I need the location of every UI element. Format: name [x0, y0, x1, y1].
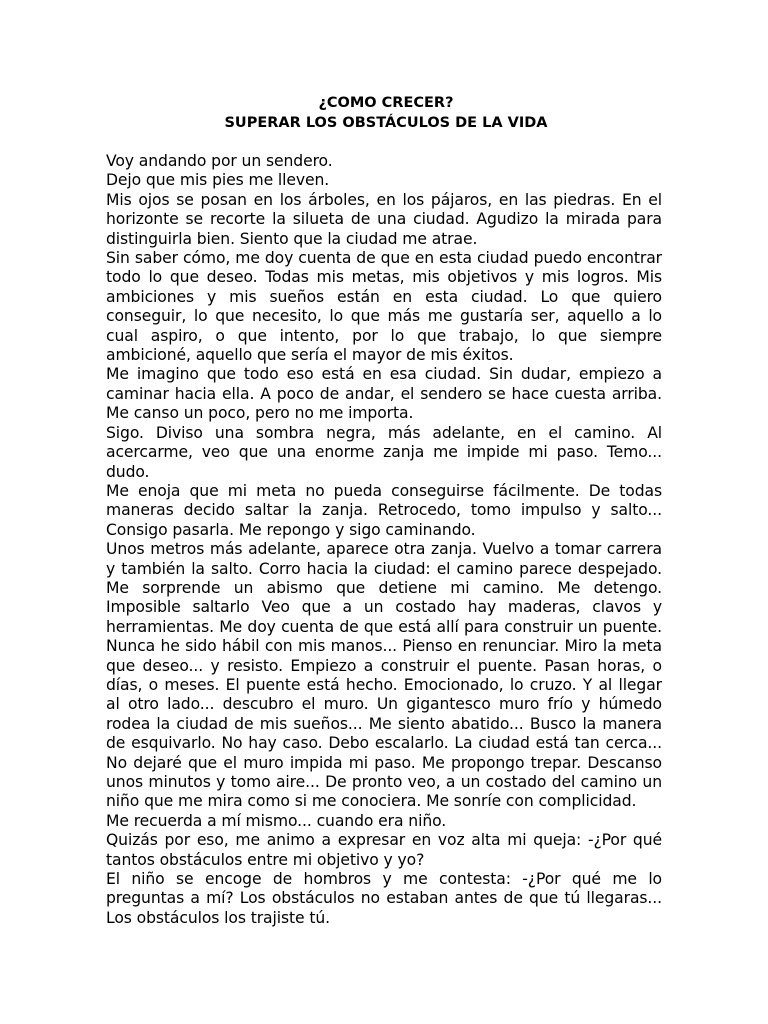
paragraph: Sigo. Diviso una sombra negra, más adelante, en el camino. Al acercarme, veo que una enorme zanja me impide mi paso. Temo... dudo.	[106, 423, 662, 481]
paragraph: Me imagino que todo eso está en esa ciudad. Sin dudar, empiezo a caminar hacia ella. A poco de andar, el sendero se hace cuesta arriba. Me canso un poco, pero no me importa.	[106, 365, 662, 423]
paragraph: Unos metros más adelante, aparece otra zanja. Vuelvo a tomar carrera y también la salto. Corro hacia la ciudad: el camino parece despejado. Me sorprende un abismo que detiene mi camino. Me detengo. Imposible saltarlo Veo que a un costado hay maderas, clavos y herramientas. Me doy cuenta de que está allí para construir un puente. Nunca he sido hábil con mis manos... Pienso en renunciar. Miro la meta que deseo... y resisto. Empiezo a construir el puente. Pasan horas, o días, o meses. El puente está hecho. Emocionado, lo cruzo. Y al llegar al otro lado... descubro el muro. Un gigantesco muro frío y húmedo rodea la ciudad de mis sueños... Me siento abatido... Busco la manera de esquivarlo. No hay caso. Debo escalarlo. La ciudad está tan cerca... No dejaré que el muro impida mi paso. Me propongo trepar. Descanso unos minutos y tomo aire... De pronto veo, a un costado del camino un niño que me mira como si me conociera. Me sonríe con complicidad.	[106, 540, 662, 811]
paragraph: El niño se encoge de hombros y me contesta: -¿Por qué me lo preguntas a mí? Los obstáculos no estaban antes de que tú llegaras... Los obstáculos los trajiste tú.	[106, 870, 662, 927]
document-body	[106, 152, 662, 928]
paragraph: Dejo que mis pies me lleven.	[106, 171, 330, 190]
paragraph: Me recuerda a mí mismo... cuando era niño.	[106, 811, 447, 830]
document-title	[110, 93, 662, 133]
title-line-1: ¿COMO CRECER?	[318, 95, 454, 111]
title-line-2: SUPERAR LOS OBSTÁCULOS DE LA VIDA	[224, 115, 548, 131]
paragraph: Quizás por eso, me animo a expresar en voz alta mi queja: -¿Por qué tantos obstáculos entre mi objetivo y yo?	[106, 831, 662, 869]
paragraph: Sin saber cómo, me doy cuenta de que en esta ciudad puedo encontrar todo lo que deseo. Todas mis metas, mis objetivos y mis logros. Mis ambiciones y mis sueños están en esta ciudad. Lo que quiero conseguir, lo que necesito, lo que más me gustaría ser, aquello a lo cual aspiro, o que intento, por lo que trabajo, lo que siempre ambicioné, aquello que sería el mayor de mis éxitos.	[106, 249, 662, 365]
document-page	[106, 93, 662, 928]
paragraph: Me enoja que mi meta no pueda conseguirse fácilmente. De todas maneras decido saltar la zanja. Retrocedo, tomo impulso y salto... Consigo pasarla. Me repongo y sigo caminando.	[106, 481, 662, 539]
paragraph: Voy andando por un sendero.	[106, 152, 333, 170]
paragraph: Mis ojos se posan en los árboles, en los pájaros, en las piedras. En el horizonte se recorte la silueta de una ciudad. Agudizo la mirada para distinguirla bien. Siento que la ciudad me atrae.	[106, 190, 662, 248]
